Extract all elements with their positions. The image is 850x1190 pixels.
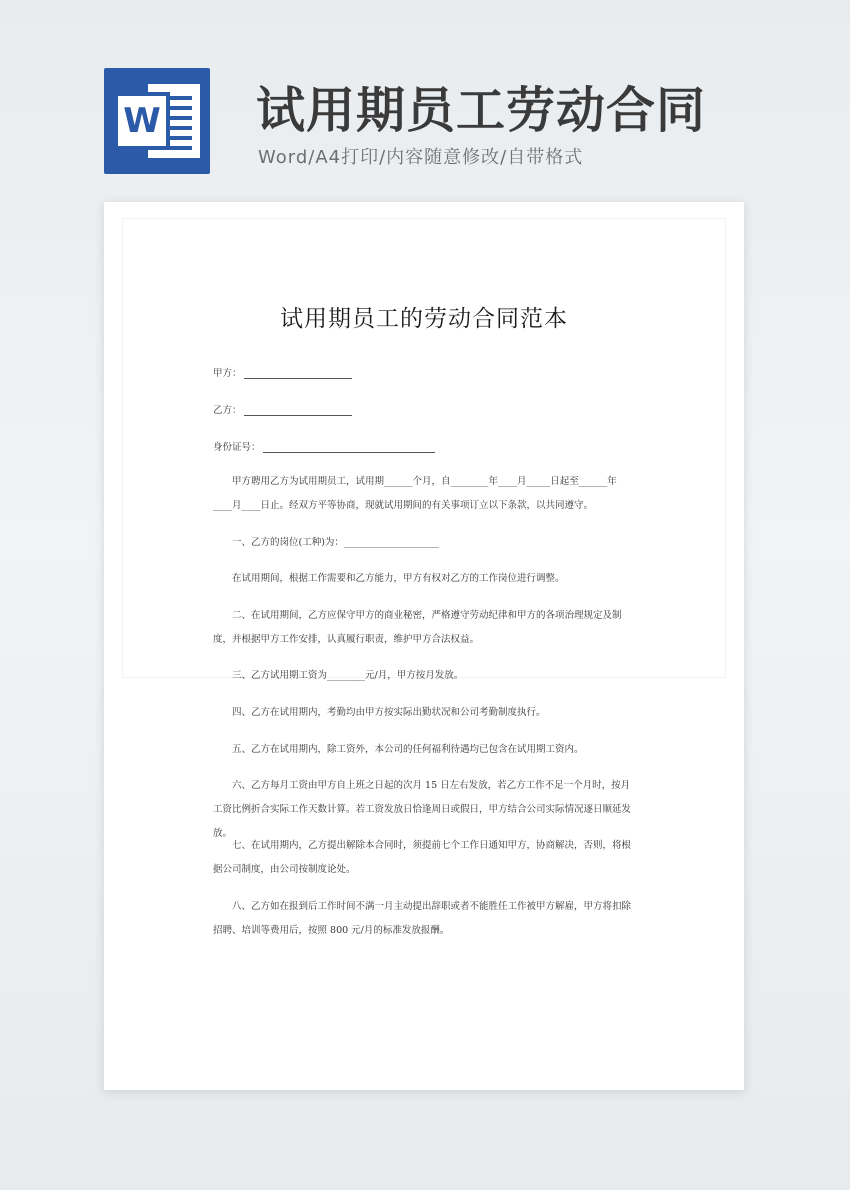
- clause-6: 六、乙方每月工资由甲方自上班之日起的次月 15 日左右发放，若乙方工作不足一个月时，按月工资比例折合实际工作天数计算。若工资发放日恰逢周日或假日，甲方结合公司实际情况逐日顺延发放。: [213, 780, 632, 839]
- clause-2: 二、在试用期间，乙方应保守甲方的商业秘密，严格遵守劳动纪律和甲方的各项治理规定及制度，并根据甲方工作安排，认真履行职责，维护甲方合法权益。: [213, 610, 622, 645]
- clause-1: 一、乙方的岗位(工种)为：____________________: [232, 537, 439, 548]
- party-a-field: [213, 365, 352, 379]
- clause-3: 三、乙方试用期工资为________元/月，甲方按月发放。: [232, 670, 464, 681]
- word-file-icon: [104, 68, 210, 174]
- word-letter-badge: W: [114, 92, 170, 150]
- banner-subtitle: Word/A4打印/内容随意修改/自带格式: [258, 147, 584, 168]
- clause-5: 五、乙方在试用期内，除工资外，本公司的任何福利待遇均已包含在试用期工资内。: [232, 744, 584, 755]
- clause-7: 七、在试用期内，乙方提出解除本合同时，须提前七个工作日通知甲方，协商解决，否则，将根据公司制度，由公司按制度论处。: [213, 840, 632, 875]
- id-number-blank: [263, 442, 435, 453]
- party-b-blank: [244, 405, 352, 416]
- document-title: 试用期员工的劳动合同范本: [280, 306, 568, 332]
- document-page: [104, 202, 744, 1090]
- clause-8: 八、乙方如在报到后工作时间不满一月主动提出辞职或者不能胜任工作被甲方解雇，甲方将扣除招聘、培训等费用后，按照 800 元/月的标准发放报酬。: [213, 901, 632, 936]
- party-b-field: [213, 402, 352, 416]
- contract-intro: 甲方聘用乙方为试用期员工，试用期______个月，自________年____月_____日起至______年____月____日止。经双方平等协商，现就试用期间的有关事项订立以下条款，以共同遵守。: [213, 476, 617, 511]
- id-number-label: 身份证号：: [213, 442, 261, 453]
- banner-title: 试用期员工劳动合同: [256, 82, 707, 139]
- clause-1-note: 在试用期间，根据工作需要和乙方能力，甲方有权对乙方的工作岗位进行调整。: [232, 573, 565, 584]
- party-a-label: 甲方：: [213, 368, 242, 379]
- id-number-field: [213, 439, 435, 453]
- clause-4: 四、乙方在试用期内，考勤均由甲方按实际出勤状况和公司考勤制度执行。: [232, 707, 546, 718]
- party-a-blank: [244, 368, 352, 379]
- party-b-label: 乙方：: [213, 405, 242, 416]
